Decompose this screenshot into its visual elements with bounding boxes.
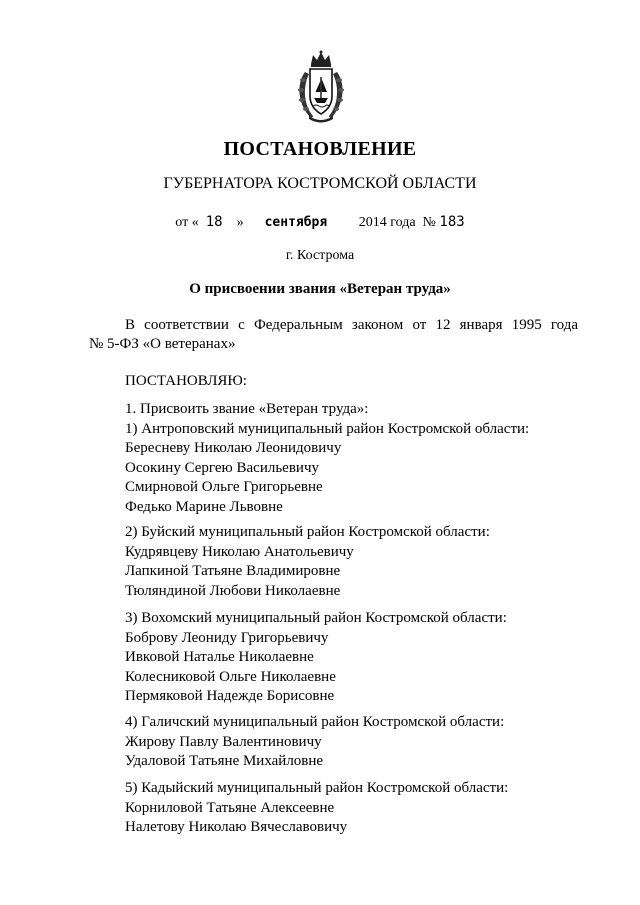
- date-day: 18: [205, 214, 223, 230]
- number-sign: №: [422, 215, 436, 230]
- document-subject: О присвоении звания «Ветеран труда»: [189, 281, 451, 297]
- person-name: Тюляндиной Любови Николаевне: [125, 582, 341, 599]
- preamble-line-1: В соответствии с Федеральным законом от 12 января 1995 года: [125, 317, 578, 333]
- person-name: Кудрявцеву Николаю Анатольевичу: [125, 543, 354, 560]
- document-title: ПОСТАНОВЛЕНИЕ: [223, 138, 417, 160]
- person-name: Ивковой Наталье Николаевне: [125, 649, 314, 666]
- document-date-number: [0, 214, 640, 231]
- preamble-line-2: № 5-ФЗ «О ветеранах»: [89, 336, 236, 352]
- district-heading: 5) Кадыйский муниципальный район Костромской области:: [125, 780, 509, 796]
- item-1-heading: 1. Присвоить звание «Ветеран труда»:: [125, 401, 369, 417]
- city: г. Кострома: [285, 248, 355, 263]
- coat-of-arms-icon: [295, 50, 347, 126]
- person-name: Корниловой Татьяне Алексеевне: [125, 799, 335, 816]
- item-5-block: [125, 779, 508, 838]
- person-name: Боброву Леониду Григорьевичу: [125, 629, 329, 646]
- item-1-block: [125, 400, 529, 518]
- person-name: Удаловой Татьяне Михайловне: [125, 753, 324, 770]
- district-heading: 1) Антроповский муниципальный район Костромской области:: [125, 420, 530, 437]
- date-prefix: от «: [175, 215, 199, 230]
- item-2-block: [125, 523, 490, 601]
- person-name: Смирновой Ольге Григорьевне: [125, 479, 323, 496]
- issuing-authority: ГУБЕРНАТОРА КОСТРОМСКОЙ ОБЛАСТИ: [163, 175, 477, 192]
- person-name: Федько Марине Львовне: [125, 498, 283, 515]
- date-quote-close: »: [236, 215, 244, 230]
- person-name: Жирову Павлу Валентиновичу: [125, 733, 322, 750]
- person-name: Осокину Сергею Васильевичу: [125, 459, 319, 476]
- item-4-block: [125, 713, 504, 772]
- person-name: Пермяковой Надежде Борисовне: [125, 688, 335, 705]
- person-name: Колесниковой Ольге Николаевне: [125, 668, 336, 685]
- person-name: Лапкиной Татьяне Владимировне: [125, 563, 341, 580]
- decree-word: ПОСТАНОВЛЯЮ:: [125, 373, 247, 389]
- district-heading: 3) Вохомский муниципальный район Костромской области:: [125, 610, 507, 626]
- district-heading: 4) Галичский муниципальный район Костромской области:: [125, 714, 505, 730]
- date-month: сентября: [264, 215, 328, 230]
- person-name: Налетову Николаю Вячеславовичу: [125, 819, 348, 836]
- person-name: Бересневу Николаю Леонидовичу: [125, 440, 342, 457]
- item-3-block: [125, 609, 507, 707]
- date-year: 2014 года: [358, 215, 416, 230]
- document-number: 183: [439, 214, 465, 230]
- district-heading: 2) Буйский муниципальный район Костромской области:: [125, 524, 490, 540]
